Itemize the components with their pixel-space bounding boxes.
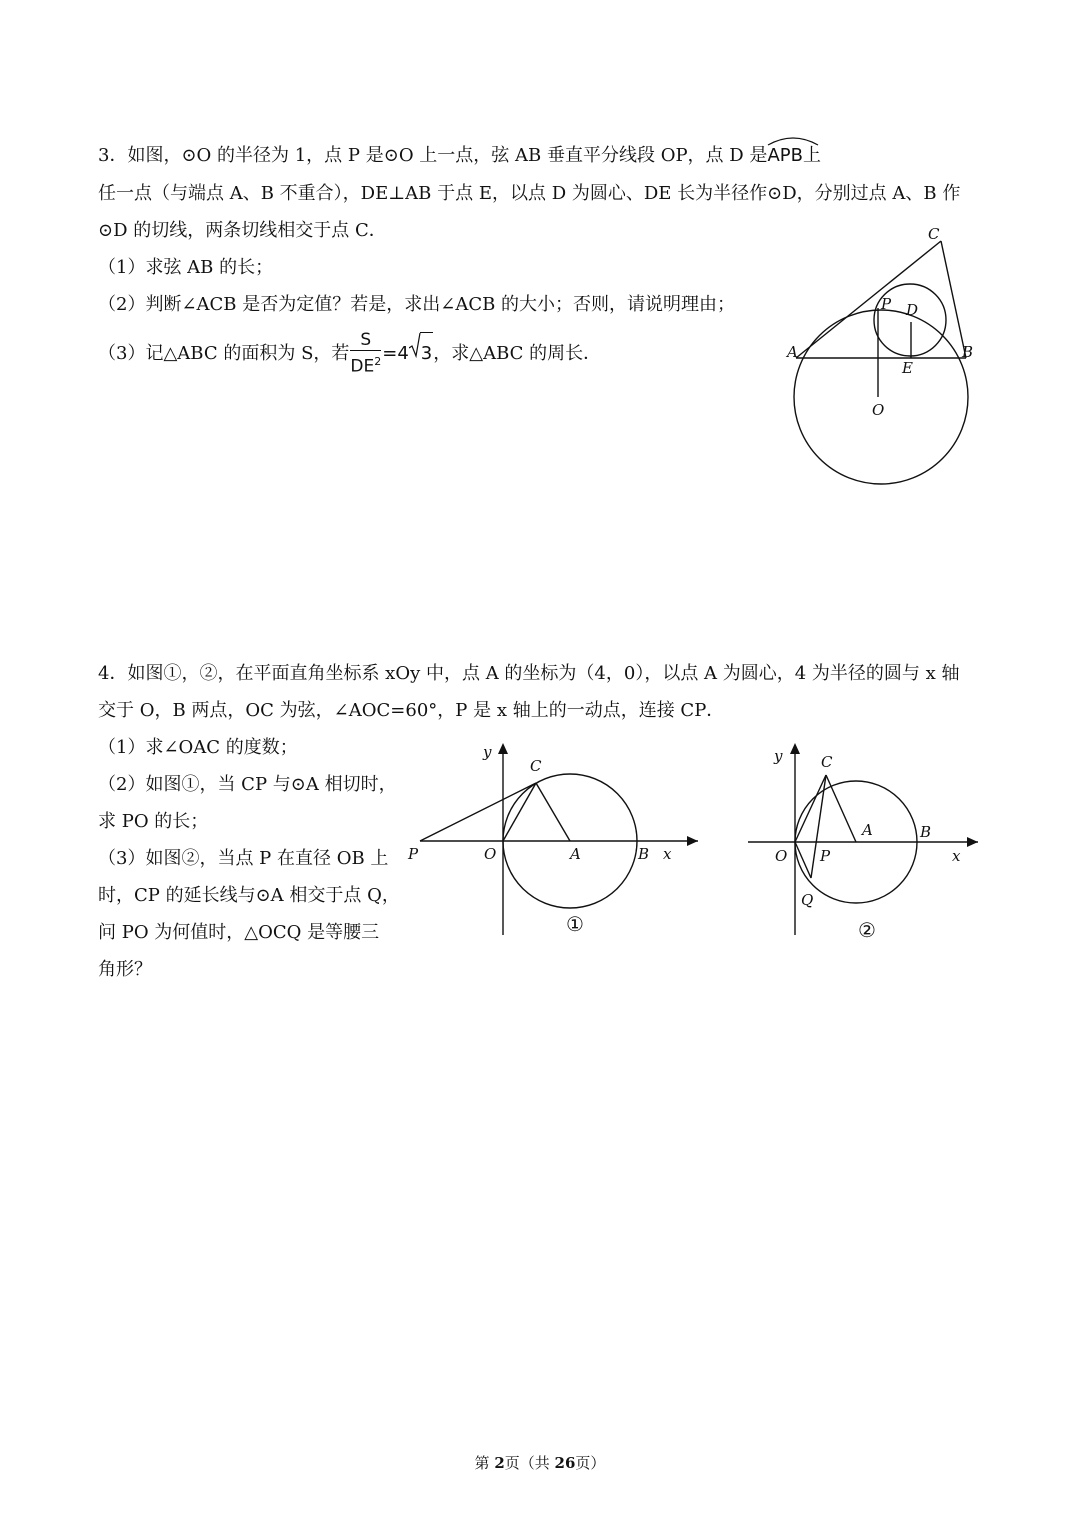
fraction-numerator: S (350, 330, 381, 351)
sqrt-three (409, 332, 433, 375)
fraction-s-over-de2 (350, 330, 381, 378)
label-q: Q (801, 891, 814, 909)
y-axis-arrow (790, 743, 800, 754)
fraction-exponent: 2 (374, 355, 382, 368)
equals-four: =4 (382, 342, 409, 364)
label-e: E (902, 359, 913, 377)
label-p: P (820, 847, 831, 865)
problem4-figure2 (740, 735, 990, 945)
footer-mid: 页（共 (504, 1454, 555, 1472)
arc-label: APB (767, 145, 803, 166)
problem3-figure (770, 215, 990, 500)
problem3-question3-text: （3）记△ABC 的面积为 S，若 (98, 342, 350, 364)
problem4-question3b: 时，CP 的延长线与⊙A 相交于点 Q， (98, 885, 400, 906)
label-p: P (881, 295, 892, 313)
fraction-denominator-base: DE (350, 356, 375, 377)
radius-ac (826, 775, 856, 842)
problem4-figure1 (400, 735, 715, 940)
problem3-question3-post: ，求△ABC 的周长． (433, 342, 602, 364)
tangent-bc (941, 241, 966, 358)
problem4-question2a: （2）如图①，当 CP 与⊙A 相切时， (98, 774, 397, 795)
label-a: A (570, 845, 581, 863)
label-y: y (774, 747, 783, 765)
problem4-question3d: 角形？ (98, 959, 152, 980)
problem4-line2: 交于 O，B 两点，OC 为弦，∠AOC=60°，P 是 x 轴上的一动点，连接 CP． (98, 700, 725, 721)
problem3-line1-text: 3．如图，⊙O 的半径为 1，点 P 是⊙O 上一点，弦 AB 垂直平分线段 OP，点 D 是 (98, 145, 768, 166)
label-x: x (663, 845, 672, 863)
label-o: O (872, 401, 885, 419)
label-a: A (787, 343, 798, 361)
x-axis-arrow (687, 836, 698, 846)
label-c: C (530, 757, 542, 775)
label-o: O (484, 845, 497, 863)
label-d: D (906, 301, 919, 319)
x-axis-arrow (967, 837, 978, 847)
footer-pre: 第 (474, 1454, 495, 1472)
radical-sign (409, 332, 421, 358)
tangent-ac (796, 241, 941, 358)
problem4-question3a: （3）如图②，当点 P 在直径 OB 上 (98, 848, 389, 869)
y-axis-arrow (498, 743, 508, 754)
problem3-question1: （1）求弦 AB 的长； (98, 257, 274, 278)
problem3-line1-post: 上 (802, 145, 821, 166)
radius-ac (536, 783, 570, 841)
arc-apb (767, 144, 803, 168)
problem4-line1: 4．如图①，②，在平面直角坐标系 xOy 中，点 A 的坐标为（4，0），以点 A 为圆心，4 为半径的圆与 x 轴 (98, 663, 960, 684)
problem4-question2b: 求 PO 的长； (98, 811, 209, 832)
label-c: C (928, 225, 940, 243)
footer-page-number: 2 (494, 1454, 505, 1472)
figure1-caption: ① (566, 912, 584, 936)
problem4-question3c: 问 PO 为何值时，△OCQ 是等腰三 (98, 922, 380, 943)
radicand: 3 (420, 332, 433, 375)
page-footer (0, 1452, 1080, 1473)
label-b: B (962, 343, 974, 361)
label-o: O (775, 847, 788, 865)
problem4-question1: （1）求∠OAC 的度数； (98, 737, 298, 758)
label-p: P (408, 845, 419, 863)
label-b: B (920, 823, 932, 841)
footer-post: 页） (575, 1454, 606, 1472)
tangent-pc (420, 783, 536, 841)
label-b: B (638, 845, 650, 863)
label-y: y (483, 743, 492, 761)
label-c: C (821, 753, 833, 771)
arc-mark (767, 134, 819, 146)
problem3-line2: 任一点（与端点 A、B 不重合），DE⊥AB 于点 E，以点 D 为圆心、DE 长为半径作⊙D，分别过点 A、B 作 (98, 183, 961, 204)
footer-total-pages: 26 (554, 1454, 576, 1472)
problem3-question3 (98, 330, 601, 378)
fraction-denominator (350, 351, 381, 378)
label-x: x (952, 847, 961, 865)
figure2-caption: ② (858, 918, 876, 942)
problem3-line1 (98, 144, 821, 168)
problem3-question2: （2）判断∠ACB 是否为定值？若是，求出∠ACB 的大小；否则，请说明理由； (98, 294, 736, 315)
problem3-line3: ⊙D 的切线，两条切线相交于点 C． (98, 220, 387, 241)
label-a: A (862, 821, 873, 839)
